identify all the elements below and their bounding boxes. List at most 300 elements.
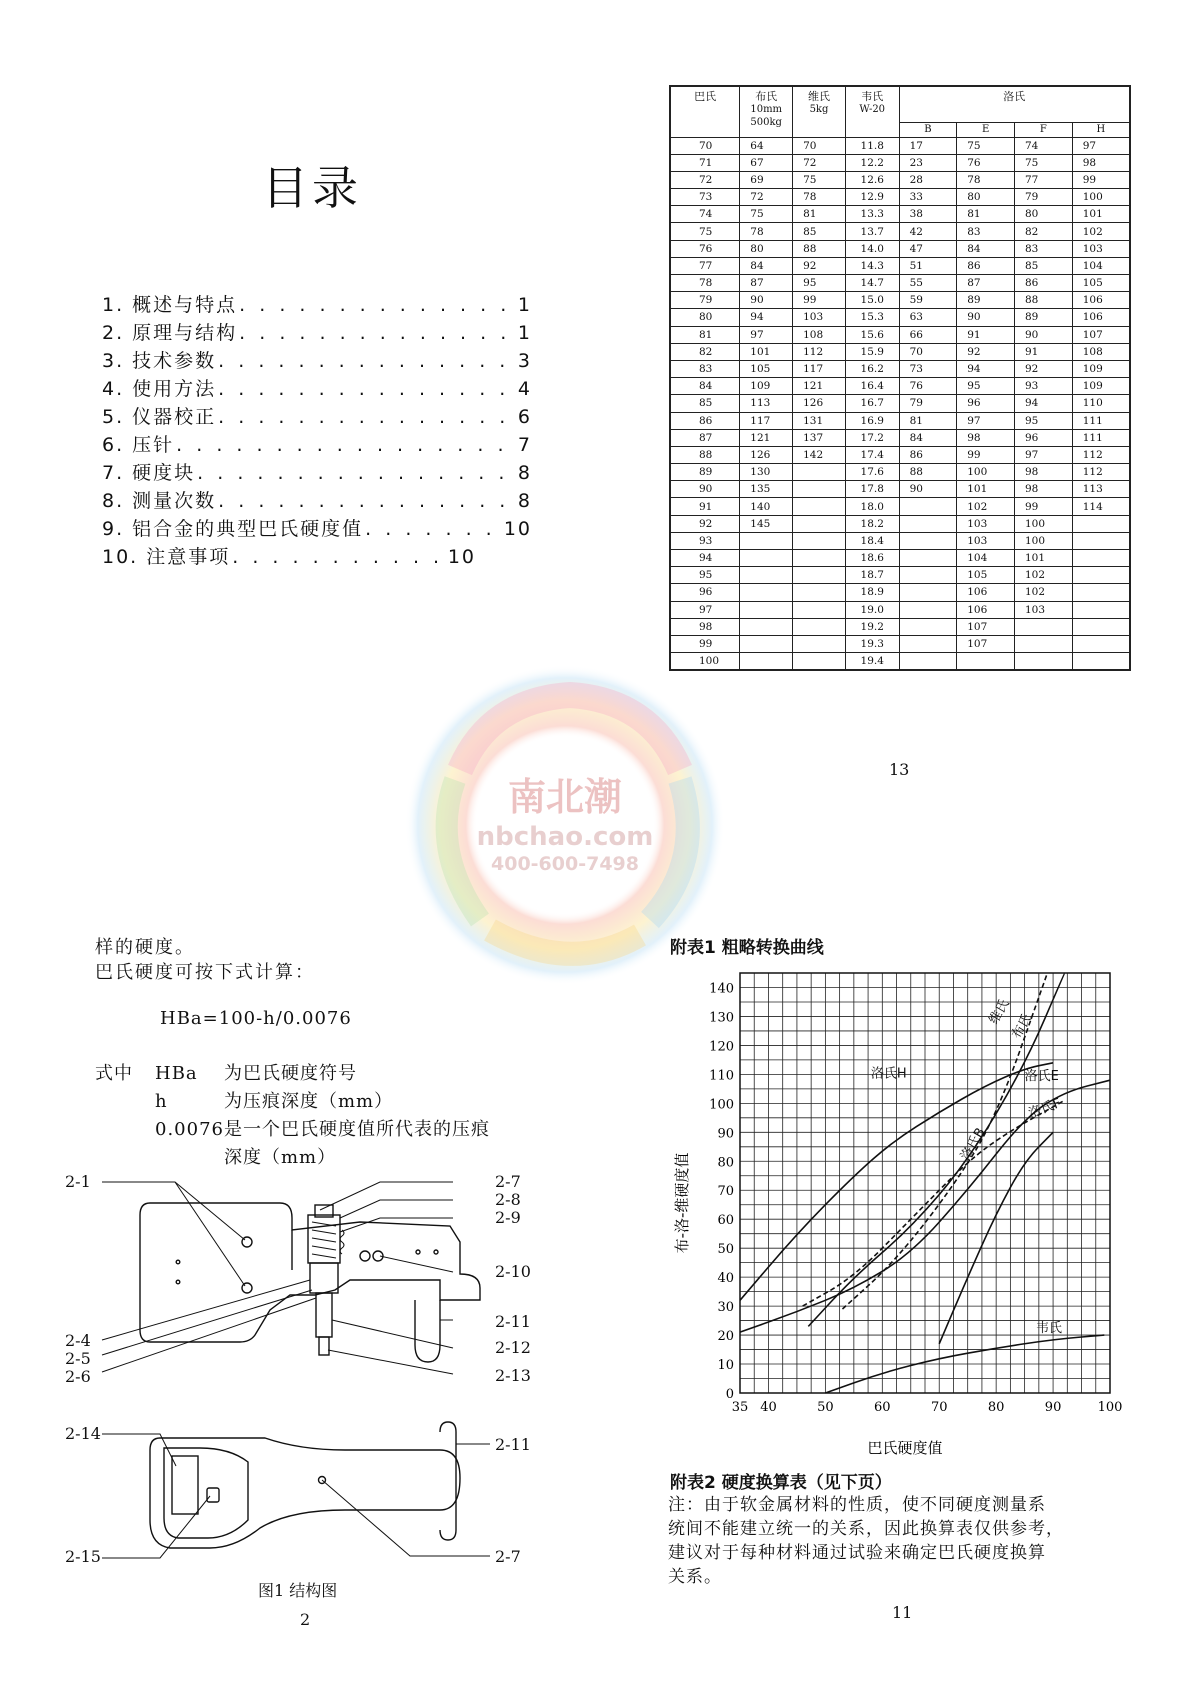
table-cell: 130: [740, 464, 793, 481]
table-row: [670, 653, 1130, 670]
toc-leader-dots: [239, 294, 516, 316]
table-cell: 55: [899, 275, 957, 292]
label-2-1: 2-1: [65, 1172, 91, 1191]
def-symbol: [155, 1145, 224, 1173]
toc-item-label: 4. 使用方法: [102, 378, 217, 400]
y-tick-label: 0: [725, 1387, 734, 1402]
table-row: [670, 601, 1130, 618]
series-line: [803, 1100, 1065, 1306]
def-symbol: h: [155, 1091, 168, 1112]
table-cell: 75: [1014, 154, 1072, 171]
table-cell: 84: [740, 257, 793, 274]
table-cell: 18.9: [845, 584, 899, 601]
table-cell: 76: [899, 378, 957, 395]
table-cell: 90: [957, 309, 1015, 326]
table-row: [670, 584, 1130, 601]
table-cell: 77: [670, 257, 740, 274]
table-cell: 96: [670, 584, 740, 601]
toc-item[interactable]: [102, 374, 532, 402]
label-2-14: 2-14: [65, 1424, 101, 1443]
table-cell: 16.4: [845, 378, 899, 395]
table-cell: 103: [793, 309, 846, 326]
note-line: 建议对于每种材料通过试验来确定巴氏硬度换算: [668, 1543, 1046, 1563]
table-cell: 19.2: [845, 618, 899, 635]
table-cell: 81: [957, 206, 1015, 223]
table-cell: 15.6: [845, 326, 899, 343]
table-cell: 80: [740, 240, 793, 257]
table-cell: 92: [670, 515, 740, 532]
toc-item[interactable]: [102, 430, 532, 458]
table-cell: 90: [740, 292, 793, 309]
watermark-brand: 南北潮: [507, 775, 623, 819]
continuation-text: 样的硬度。: [95, 937, 195, 958]
label-2-6: 2-6: [65, 1367, 91, 1386]
x-tick-label: 35: [731, 1400, 749, 1415]
def-symbol: 0.0076: [155, 1119, 224, 1140]
series-label: 洛氏H: [870, 1066, 907, 1082]
y-tick-label: 30: [717, 1300, 734, 1316]
table-cell: [1072, 618, 1130, 635]
table-cell: 90: [1014, 326, 1072, 343]
series-label: 维氏: [986, 997, 1013, 1028]
table-cell: 135: [740, 481, 793, 498]
series-label: 洛氏F: [1026, 1096, 1064, 1122]
table-cell: 85: [793, 223, 846, 240]
table-row: [670, 618, 1130, 635]
table-cell: 67: [740, 154, 793, 171]
table-cell: [899, 498, 957, 515]
table-cell: [740, 532, 793, 549]
x-tick-label: 50: [817, 1400, 834, 1415]
toc-leader-dots: [232, 546, 446, 568]
table-cell: 80: [957, 189, 1015, 206]
table-cell: 109: [1072, 378, 1130, 395]
table-row: [670, 257, 1130, 274]
toc-item-label: 3. 技术参数: [102, 350, 217, 372]
table-row: [670, 378, 1130, 395]
table-row: [670, 206, 1130, 223]
table-cell: 94: [957, 360, 1015, 377]
note-body: [668, 1493, 1064, 1589]
table-cell: 99: [957, 446, 1015, 463]
toc-title: 目录: [262, 161, 362, 215]
table-row: [670, 567, 1130, 584]
table-cell: 74: [670, 206, 740, 223]
table-cell: 76: [670, 240, 740, 257]
table-cell: [899, 601, 957, 618]
label-2-15: 2-15: [65, 1547, 101, 1566]
table-cell: 19.0: [845, 601, 899, 618]
table-cell: [793, 498, 846, 515]
note-line: 关系。: [668, 1567, 722, 1587]
table-cell: 112: [1072, 464, 1130, 481]
label-2-9: 2-9: [495, 1208, 521, 1227]
table-cell: [1014, 618, 1072, 635]
table-body: [670, 137, 1130, 670]
table-cell: 99: [670, 635, 740, 652]
table-row: [670, 275, 1130, 292]
y-tick-label: 100: [709, 1097, 734, 1113]
where-label: 式中: [95, 1063, 133, 1084]
table-cell: 74: [1014, 137, 1072, 154]
y-tick-label: 140: [709, 981, 734, 997]
table-cell: 16.2: [845, 360, 899, 377]
series-label: 韦氏: [1036, 1321, 1063, 1337]
table-cell: 104: [1072, 257, 1130, 274]
table-cell: 88: [899, 464, 957, 481]
table-cell: 75: [957, 137, 1015, 154]
header-vickers: 维氏 5kg: [793, 86, 846, 137]
table-cell: [793, 601, 846, 618]
table-cell: 47: [899, 240, 957, 257]
table-cell: [1072, 653, 1130, 670]
table-cell: 70: [793, 137, 846, 154]
table-row: [670, 550, 1130, 567]
toc-leader-dots: [218, 406, 516, 428]
x-axis-label: 巴氏硬度值: [867, 1439, 943, 1457]
table-cell: 90: [670, 481, 740, 498]
table-row: [670, 360, 1130, 377]
x-tick-label: 60: [874, 1400, 891, 1415]
table-cell: 66: [899, 326, 957, 343]
toc-item[interactable]: [102, 318, 532, 346]
table-cell: 88: [670, 446, 740, 463]
toc-item[interactable]: [102, 458, 532, 486]
table-cell: 87: [740, 275, 793, 292]
table-cell: 106: [1072, 309, 1130, 326]
table-cell: 17.6: [845, 464, 899, 481]
table-cell: 96: [1014, 429, 1072, 446]
toc-leader-dots: [218, 350, 516, 372]
table-cell: 97: [670, 601, 740, 618]
y-tick-label: 60: [717, 1213, 734, 1229]
table-cell: 70: [670, 137, 740, 154]
table-cell: 117: [793, 360, 846, 377]
table-cell: 63: [899, 309, 957, 326]
table-cell: [740, 635, 793, 652]
table-cell: 89: [670, 464, 740, 481]
note-line: 统间不能建立统一的关系，因此换算表仅供参考，: [668, 1519, 1064, 1539]
label-2-11: 2-11: [495, 1312, 531, 1331]
note-line: 注：由于软金属材料的性质，使不同硬度测量系: [668, 1495, 1046, 1515]
toc-item-page: 1: [517, 322, 532, 344]
table-cell: 108: [1072, 343, 1130, 360]
table-cell: [793, 464, 846, 481]
table-cell: 11.8: [845, 137, 899, 154]
table-cell: 117: [740, 412, 793, 429]
page-number-2: 2: [300, 1610, 311, 1629]
toc-leader-dots: [218, 378, 516, 400]
table-cell: 17: [899, 137, 957, 154]
label-2-11-top: 2-11: [495, 1435, 531, 1454]
chart-title: 附表1 粗略转换曲线: [670, 938, 824, 958]
toc-item-page: 8: [517, 462, 532, 484]
table-cell: 79: [899, 395, 957, 412]
toc-item-page: 6: [517, 406, 532, 428]
table-cell: 109: [1072, 360, 1130, 377]
table-row: [670, 137, 1130, 154]
table-cell: 106: [1072, 292, 1130, 309]
table-cell: 140: [740, 498, 793, 515]
y-tick-label: 120: [709, 1039, 734, 1055]
table-cell: 95: [957, 378, 1015, 395]
table-cell: 85: [1014, 257, 1072, 274]
table-cell: 100: [1072, 189, 1130, 206]
table-cell: 75: [740, 206, 793, 223]
table-cell: [899, 515, 957, 532]
table-cell: 108: [793, 326, 846, 343]
toc-item-page: 8: [517, 490, 532, 512]
table-cell: 107: [957, 618, 1015, 635]
table-cell: 100: [1014, 515, 1072, 532]
toc-item-page: 7: [517, 434, 532, 456]
toc-item-label: 2. 原理与结构: [102, 322, 238, 344]
toc-item-label: 10. 注意事项: [102, 546, 231, 568]
table-cell: 75: [793, 171, 846, 188]
table-cell: 112: [1072, 446, 1130, 463]
x-tick-label: 100: [1097, 1400, 1123, 1415]
table-cell: 14.0: [845, 240, 899, 257]
table-cell: [899, 635, 957, 652]
table-cell: 145: [740, 515, 793, 532]
table-cell: 33: [899, 189, 957, 206]
table-cell: [1072, 584, 1130, 601]
page-number-13: 13: [889, 760, 910, 779]
table-cell: 113: [1072, 481, 1130, 498]
table-cell: [793, 635, 846, 652]
table-row: [670, 189, 1130, 206]
table-cell: 87: [957, 275, 1015, 292]
table-cell: [899, 532, 957, 549]
table-cell: 69: [740, 171, 793, 188]
table-cell: 98: [1014, 464, 1072, 481]
toc-item-label: 8. 测量次数: [102, 490, 217, 512]
table-row: [670, 515, 1130, 532]
table-cell: 100: [1014, 532, 1072, 549]
table-cell: [1072, 567, 1130, 584]
table-cell: 98: [1014, 481, 1072, 498]
table-cell: 83: [957, 223, 1015, 240]
series-label: 洛氏E: [1024, 1069, 1059, 1085]
table-cell: 111: [1072, 429, 1130, 446]
table-row: [670, 240, 1130, 257]
table-cell: 75: [670, 223, 740, 240]
x-tick-label: 40: [760, 1400, 777, 1415]
label-2-13: 2-13: [495, 1366, 531, 1385]
figure-caption: 图1 结构图: [258, 1581, 338, 1600]
table-cell: 70: [899, 343, 957, 360]
note-heading: 附表2 硬度换算表（见下页）: [670, 1473, 892, 1493]
toc-item-page: 4: [517, 378, 532, 400]
table-cell: 12.2: [845, 154, 899, 171]
table-cell: 17.8: [845, 481, 899, 498]
table-cell: 126: [740, 446, 793, 463]
toc-item-label: 6. 压针: [102, 434, 175, 456]
table-cell: 95: [793, 275, 846, 292]
table-cell: 110: [1072, 395, 1130, 412]
tester-side-view: [140, 1203, 480, 1362]
table-row: [670, 464, 1130, 481]
table-cell: 86: [670, 412, 740, 429]
table-cell: 18.2: [845, 515, 899, 532]
y-axis-label: 布-洛-维硬度值: [673, 1152, 691, 1254]
header-brinell: 布氏 10mm 500kg: [740, 86, 793, 137]
table-cell: 71: [670, 154, 740, 171]
def-desc: 是一个巴氏硬度值所代表的压痕: [223, 1119, 490, 1140]
table-cell: 103: [1014, 601, 1072, 618]
table-cell: 104: [957, 550, 1015, 567]
table-cell: 100: [670, 653, 740, 670]
def-desc: 为压痕深度（mm）: [223, 1091, 394, 1112]
figure-labels: [65, 1172, 531, 1386]
toc-item[interactable]: [102, 346, 532, 374]
table-cell: 17.4: [845, 446, 899, 463]
toc-item[interactable]: [102, 514, 532, 542]
toc-leader-dots: [218, 490, 516, 512]
label-2-4: 2-4: [65, 1331, 91, 1350]
table-cell: 86: [1014, 275, 1072, 292]
table-cell: 18.7: [845, 567, 899, 584]
table-cell: [899, 567, 957, 584]
table-cell: 101: [1014, 550, 1072, 567]
y-tick-label: 70: [717, 1184, 734, 1200]
header-webster: 韦氏 W-20: [845, 86, 899, 137]
formula-definitions: [95, 1061, 490, 1173]
table-cell: 102: [1014, 584, 1072, 601]
table-cell: 80: [670, 309, 740, 326]
y-tick-label: 80: [717, 1155, 734, 1171]
table-cell: 99: [1014, 498, 1072, 515]
table-cell: 13.7: [845, 223, 899, 240]
table-cell: 93: [670, 532, 740, 549]
table-cell: 18.6: [845, 550, 899, 567]
table-cell: 12.9: [845, 189, 899, 206]
toc-item[interactable]: [102, 290, 532, 318]
table-cell: 81: [670, 326, 740, 343]
table-cell: 102: [1072, 223, 1130, 240]
table-cell: 106: [957, 584, 1015, 601]
table-cell: 95: [670, 567, 740, 584]
table-cell: 94: [1014, 395, 1072, 412]
table-cell: 105: [1072, 275, 1130, 292]
table-cell: 91: [957, 326, 1015, 343]
label-2-5: 2-5: [65, 1349, 91, 1368]
table-cell: 72: [740, 189, 793, 206]
table-cell: [793, 481, 846, 498]
table-cell: 80: [1014, 206, 1072, 223]
table-cell: [899, 550, 957, 567]
table-cell: 121: [740, 429, 793, 446]
table-cell: [740, 550, 793, 567]
table-cell: 81: [793, 206, 846, 223]
toc-item[interactable]: [102, 402, 532, 430]
table-cell: 89: [1014, 309, 1072, 326]
table-cell: 51: [899, 257, 957, 274]
table-cell: 83: [670, 360, 740, 377]
table-cell: 142: [793, 446, 846, 463]
table-cell: [740, 567, 793, 584]
table-cell: 96: [957, 395, 1015, 412]
watermark-site: nbchao.com: [476, 822, 654, 852]
table-row: [670, 498, 1130, 515]
table-cell: 86: [899, 446, 957, 463]
table-cell: 64: [740, 137, 793, 154]
table-row: [670, 309, 1130, 326]
toc-item[interactable]: [102, 542, 476, 570]
y-tick-label: 90: [717, 1126, 734, 1142]
table-cell: 102: [1014, 567, 1072, 584]
table-cell: [1072, 532, 1130, 549]
table-cell: 103: [957, 532, 1015, 549]
header-rockwell-b: B: [899, 122, 957, 137]
table-cell: [793, 532, 846, 549]
table-cell: 19.3: [845, 635, 899, 652]
toc-item-label: 9. 铝合金的典型巴氏硬度值: [102, 518, 364, 540]
header-rockwell-f: F: [1014, 122, 1072, 137]
table-row: [670, 326, 1130, 343]
table-cell: 101: [957, 481, 1015, 498]
label-2-10: 2-10: [495, 1262, 531, 1281]
x-tick-label: 80: [987, 1400, 1005, 1415]
page-number-11: 11: [892, 1603, 913, 1622]
table-cell: 102: [957, 498, 1015, 515]
table-cell: 90: [899, 481, 957, 498]
table-cell: 84: [670, 378, 740, 395]
table-cell: 105: [957, 567, 1015, 584]
table-cell: 92: [793, 257, 846, 274]
label-2-8: 2-8: [495, 1190, 521, 1209]
table-cell: 88: [793, 240, 846, 257]
y-tick-label: 20: [717, 1329, 734, 1345]
table-cell: 94: [670, 550, 740, 567]
table-row: [670, 532, 1130, 549]
toc-item-label: 1. 概述与特点: [102, 294, 238, 316]
table-cell: 79: [670, 292, 740, 309]
table-row: [670, 171, 1130, 188]
table-cell: 101: [1072, 206, 1130, 223]
table-cell: 72: [670, 171, 740, 188]
header-rockwell: 洛氏: [899, 86, 1130, 122]
table-cell: [1072, 635, 1130, 652]
table-cell: 131: [793, 412, 846, 429]
toc-item-page: 3: [517, 350, 532, 372]
toc-leader-dots: [176, 434, 516, 456]
table-cell: [793, 567, 846, 584]
def-symbol: HBa: [155, 1063, 198, 1084]
header-rockwell-h: H: [1072, 122, 1130, 137]
table-cell: 84: [899, 429, 957, 446]
table-cell: 83: [1014, 240, 1072, 257]
table-cell: 38: [899, 206, 957, 223]
table-cell: 103: [1072, 240, 1130, 257]
table-cell: 78: [670, 275, 740, 292]
table-cell: 93: [1014, 378, 1072, 395]
table-cell: 111: [1072, 412, 1130, 429]
table-row: [670, 154, 1130, 171]
table-cell: 112: [793, 343, 846, 360]
table-cell: 109: [740, 378, 793, 395]
x-tick-label: 70: [930, 1400, 948, 1415]
table-cell: [899, 653, 957, 670]
table-cell: 97: [1072, 137, 1130, 154]
toc-item[interactable]: [102, 486, 532, 514]
x-tick-label: 90: [1044, 1400, 1062, 1415]
table-cell: 107: [957, 635, 1015, 652]
table-cell: [1072, 515, 1130, 532]
table-cell: 97: [1014, 446, 1072, 463]
table-cell: 78: [957, 171, 1015, 188]
table-cell: 88: [1014, 292, 1072, 309]
